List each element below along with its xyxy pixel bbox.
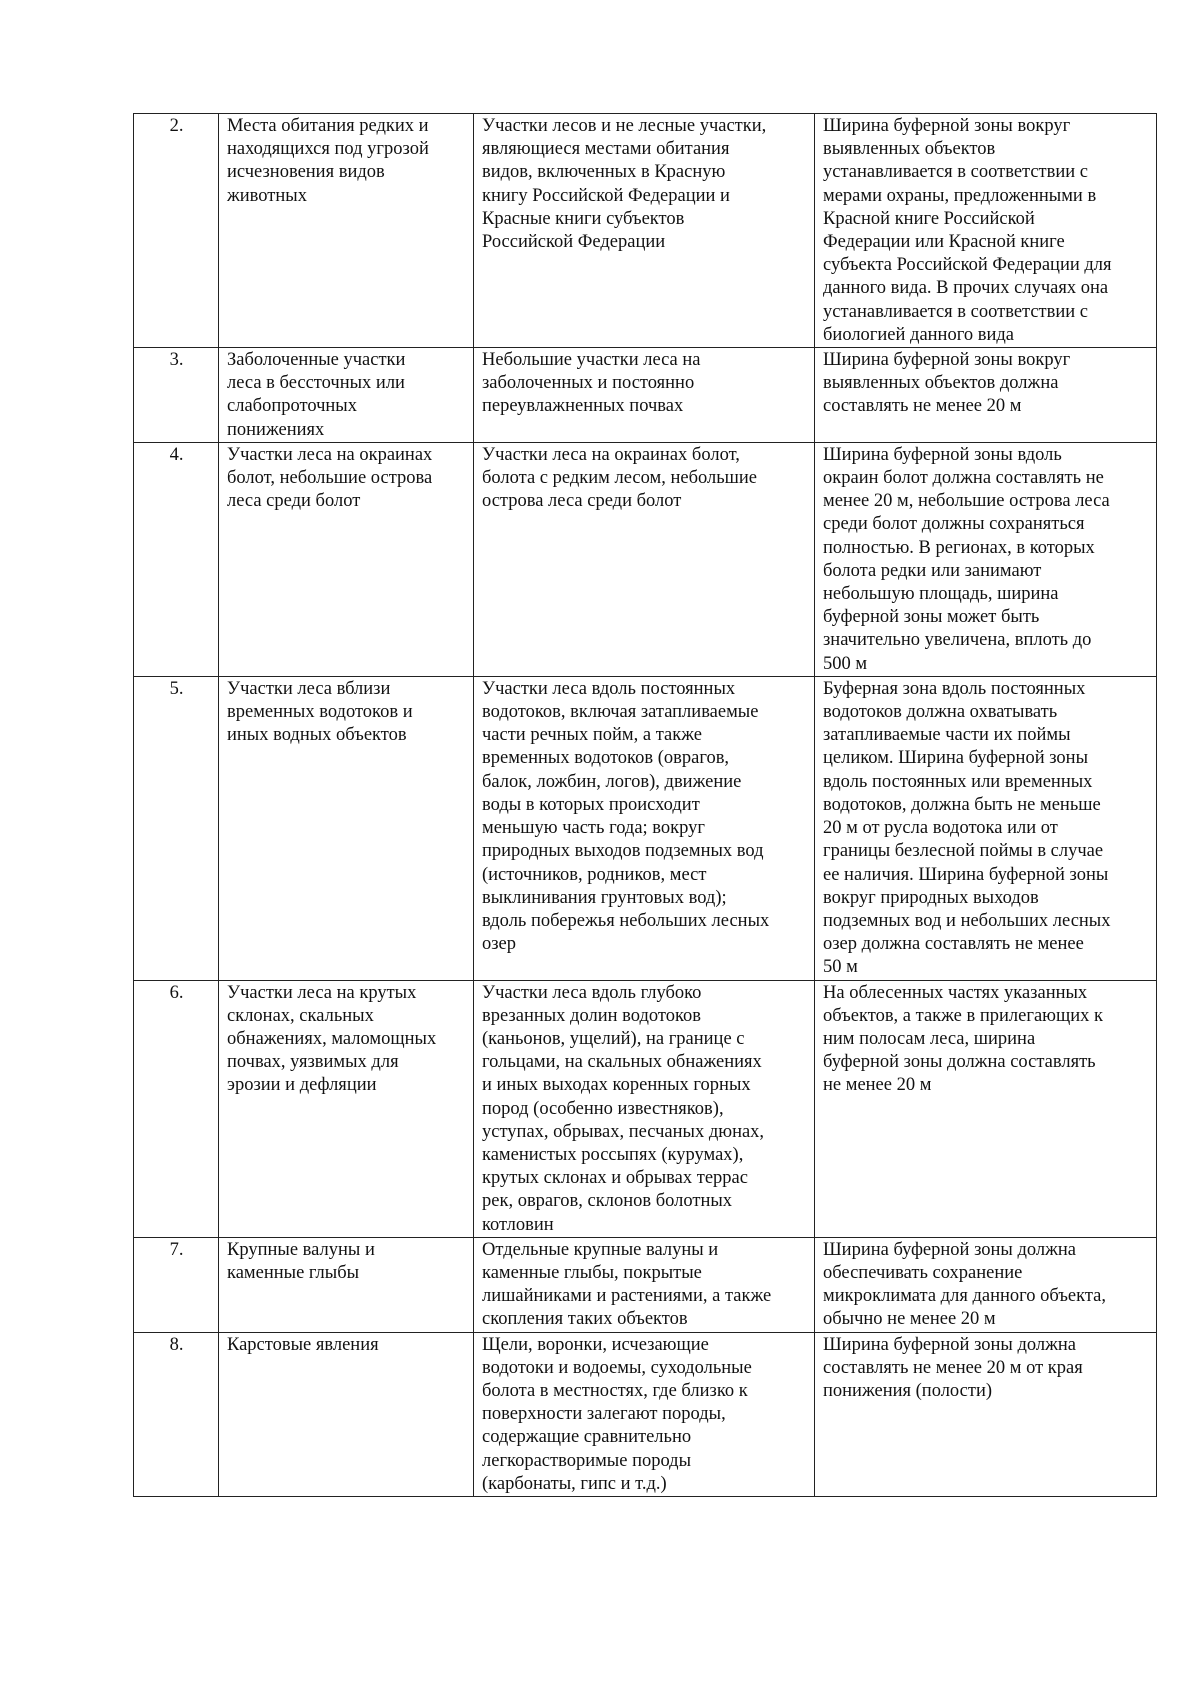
row-number-cell: 6. <box>134 980 219 1237</box>
table-row <box>134 348 1157 443</box>
buffer-zone-cell: Ширина буферной зоны вокруг выявленных объектов устанавливается в соответствии с мерами охраны, предложенными в Красной книге Российской Федерации или Красной книге субъекта Российской Федерации для данного вида. В прочих случаях она устанавливается в соответствии с биологией данного вида <box>815 114 1157 348</box>
buffer-zone-cell: На облесенных частях указанных объектов, а также в прилегающих к ним полосам леса, ширина буферной зоны должна составлять не менее 20 м <box>815 980 1157 1237</box>
row-number-cell: 5. <box>134 676 219 980</box>
object-cell: Участки леса на окраинах болот, небольшие острова леса среди болот <box>219 442 474 676</box>
table-row <box>134 442 1157 676</box>
description-cell: Участки леса вдоль глубоко врезанных долин водотоков (каньонов, ущелий), на границе с гольцами, на скальных обнажениях и иных выходах коренных горных пород (особенно известняков), уступах, обрывах, песчаных дюнах, каменистых россыпях (курумах), крутых склонах и обрывах террас рек, оврагов, склонов болотных котловин <box>474 980 815 1237</box>
row-number-cell: 3. <box>134 348 219 443</box>
buffer-zone-cell: Ширина буферной зоны должна составлять не менее 20 м от края понижения (полости) <box>815 1332 1157 1496</box>
description-cell: Небольшие участки леса на заболоченных и постоянно переувлажненных почвах <box>474 348 815 443</box>
row-number-cell: 2. <box>134 114 219 348</box>
protected-objects-table <box>133 113 1157 1497</box>
object-cell: Места обитания редких и находящихся под угрозой исчезновения видов животных <box>219 114 474 348</box>
description-cell: Щели, воронки, исчезающие водотоки и водоемы, суходольные болота в местностях, где близко к поверхности залегают породы, содержащие сравнительно легкорастворимые породы (карбонаты, гипс и т.д.) <box>474 1332 815 1496</box>
buffer-zone-cell: Ширина буферной зоны должна обеспечивать сохранение микроклимата для данного объекта, обычно не менее 20 м <box>815 1237 1157 1332</box>
row-number-cell: 7. <box>134 1237 219 1332</box>
description-cell: Участки леса на окраинах болот, болота с редким лесом, небольшие острова леса среди болот <box>474 442 815 676</box>
object-cell: Крупные валуны и каменные глыбы <box>219 1237 474 1332</box>
buffer-zone-cell: Ширина буферной зоны вдоль окраин болот должна составлять не менее 20 м, небольшие острова леса среди болот должны сохраняться полностью. В регионах, в которых болота редки или занимают небольшую площадь, ширина буферной зоны может быть значительно увеличена, вплоть до 500 м <box>815 442 1157 676</box>
table-row <box>134 1237 1157 1332</box>
row-number-cell: 4. <box>134 442 219 676</box>
description-cell: Отдельные крупные валуны и каменные глыбы, покрытые лишайниками и растениями, а также скопления таких объектов <box>474 1237 815 1332</box>
table-body <box>134 114 1157 1497</box>
row-number-cell: 8. <box>134 1332 219 1496</box>
description-cell: Участки лесов и не лесные участки, являющиеся местами обитания видов, включенных в Красную книгу Российской Федерации и Красные книги субъектов Российской Федерации <box>474 114 815 348</box>
buffer-zone-cell: Ширина буферной зоны вокруг выявленных объектов должна составлять не менее 20 м <box>815 348 1157 443</box>
description-cell: Участки леса вдоль постоянных водотоков, включая затапливаемые части речных пойм, а также временных водотоков (оврагов, балок, ложбин, логов), движение воды в которых происходит меньшую часть года; вокруг природных выходов подземных вод (источников, родников, мест выклинивания грунтовых вод); вдоль побережья небольших лесных озер <box>474 676 815 980</box>
object-cell: Участки леса вблизи временных водотоков и иных водных объектов <box>219 676 474 980</box>
table-row <box>134 676 1157 980</box>
object-cell: Участки леса на крутых склонах, скальных обнажениях, маломощных почвах, уязвимых для эрозии и дефляции <box>219 980 474 1237</box>
table-row <box>134 114 1157 348</box>
buffer-zone-cell: Буферная зона вдоль постоянных водотоков должна охватывать затапливаемые части их поймы целиком. Ширина буферной зоны вдоль постоянных или временных водотоков, должна быть не меньше 20 м от русла водотока или от границы безлесной поймы в случае ее наличия. Ширина буферной зоны вокруг природных выходов подземных вод и небольших лесных озер должна составлять не менее 50 м <box>815 676 1157 980</box>
table-row <box>134 980 1157 1237</box>
object-cell: Карстовые явления <box>219 1332 474 1496</box>
table-row <box>134 1332 1157 1496</box>
object-cell: Заболоченные участки леса в бессточных или слабопроточных понижениях <box>219 348 474 443</box>
